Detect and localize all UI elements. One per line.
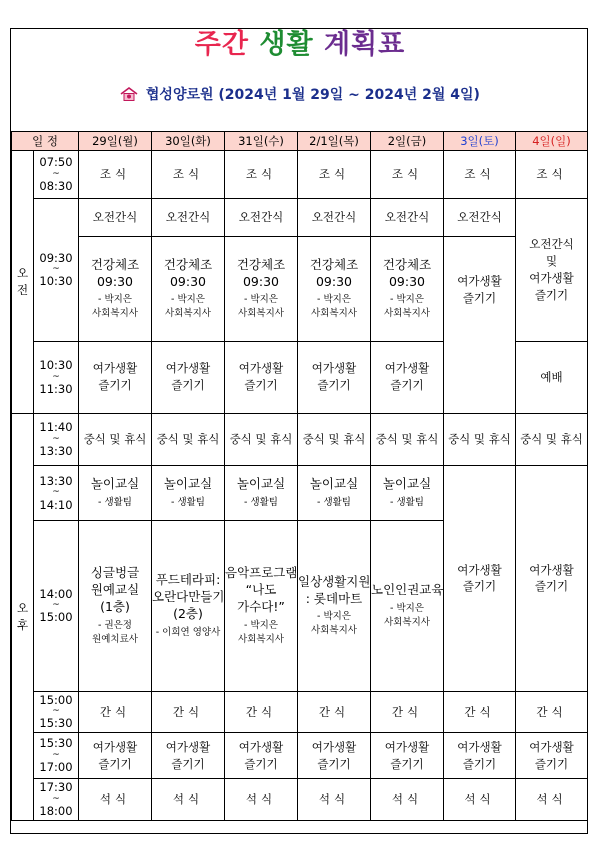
breakfast-cell: 조식 <box>79 151 152 199</box>
play-cell: 놀이교실 - 생활팀 <box>79 465 152 520</box>
breakfast-cell: 조식 <box>444 151 516 199</box>
dinner-cell: 석식 <box>444 779 516 821</box>
leisure-pm-cell: 여가생활 즐기기 <box>225 733 298 779</box>
time-slot: 13:30 ~ 14:10 <box>34 465 79 520</box>
time-slot: 11:40 ~ 13:30 <box>34 413 79 465</box>
house-logo-icon <box>120 87 138 101</box>
row-morning-snack <box>12 199 588 237</box>
page-title <box>0 22 600 61</box>
breakfast-cell: 조식 <box>516 151 588 199</box>
time-slot: 10:30 ~ 11:30 <box>34 341 79 413</box>
leisure-cell: 여가생활 즐기기 <box>79 341 152 413</box>
day-sat: 3일(토) <box>444 132 516 151</box>
dinner-cell: 석식 <box>298 779 371 821</box>
snack-pm-cell: 간식 <box>298 691 371 733</box>
leisure-pm-cell: 여가생활 즐기기 <box>79 733 152 779</box>
day-mon: 29일(월) <box>79 132 152 151</box>
lunch-cell: 중식 및 휴식 <box>298 413 371 465</box>
row-breakfast <box>12 151 588 199</box>
snack-am-cell: 오전간식 <box>444 199 516 237</box>
half-am-label: 오 전 <box>12 151 34 414</box>
program-fri-cell: 노인인권교육 - 박지은 사회복지사 <box>371 521 444 691</box>
subtitle <box>0 84 600 104</box>
dinner-cell: 석식 <box>79 779 152 821</box>
program-mon-cell: 싱글벙글 원예교실 (1층) - 권은정 원예치료사 <box>79 521 152 691</box>
program-thu-cell: 일상생활지원 : 롯데마트 - 박지은 사회복지사 <box>298 521 371 691</box>
day-fri: 2일(금) <box>371 132 444 151</box>
snack-am-cell: 오전간식 <box>371 199 444 237</box>
sat-afternoon-leisure-cell: 여가생활 즐기기 <box>444 465 516 691</box>
org-name: 협성양로원 <box>145 87 214 103</box>
snack-am-cell: 오전간식 <box>225 199 298 237</box>
title-word-plan: 계획표 <box>323 29 406 60</box>
snack-pm-cell: 간식 <box>152 691 225 733</box>
leisure-pm-cell: 여가생활 즐기기 <box>152 733 225 779</box>
snack-pm-cell: 간식 <box>371 691 444 733</box>
lunch-cell: 중식 및 휴식 <box>371 413 444 465</box>
day-wed: 31일(수) <box>225 132 298 151</box>
dinner-cell: 석식 <box>225 779 298 821</box>
play-cell: 놀이교실 - 생활팀 <box>225 465 298 520</box>
breakfast-cell: 조식 <box>152 151 225 199</box>
header-row <box>12 132 588 151</box>
time-slot: 15:30 ~ 17:00 <box>34 733 79 779</box>
program-tue-cell: 푸드테라피: 오란다만들기 (2층) - 이희연 영양사 <box>152 521 225 691</box>
leisure-pm-cell: 여가생활 즐기기 <box>371 733 444 779</box>
date-range: (2024년 1월 29일 ~ 2024년 2월 4일) <box>218 87 480 103</box>
leisure-pm-cell: 여가생활 즐기기 <box>298 733 371 779</box>
exercise-cell: 건강체조 09:30 - 박지은 사회복지사 <box>225 237 298 341</box>
row-leisure-pm <box>12 733 588 779</box>
lunch-cell: 중식 및 휴식 <box>225 413 298 465</box>
row-lunch <box>12 413 588 465</box>
dinner-cell: 석식 <box>152 779 225 821</box>
worship-cell: 예배 <box>516 341 588 413</box>
row-play <box>12 465 588 520</box>
breakfast-cell: 조식 <box>298 151 371 199</box>
breakfast-cell: 조식 <box>225 151 298 199</box>
time-slot: 09:30 ~ 10:30 <box>34 199 79 341</box>
leisure-cell: 여가생활 즐기기 <box>371 341 444 413</box>
day-thu: 2/1일(목) <box>298 132 371 151</box>
exercise-cell: 건강체조 09:30 - 박지은 사회복지사 <box>152 237 225 341</box>
dinner-cell: 석식 <box>371 779 444 821</box>
sun-afternoon-leisure-cell: 여가생활 즐기기 <box>516 465 588 691</box>
schedule-table <box>11 131 588 821</box>
time-slot: 17:30 ~ 18:00 <box>34 779 79 821</box>
day-tue: 30일(화) <box>152 132 225 151</box>
exercise-cell: 건강체조 09:30 - 박지은 사회복지사 <box>79 237 152 341</box>
row-dinner <box>12 779 588 821</box>
time-slot: 14:00 ~ 15:00 <box>34 521 79 691</box>
time-slot: 07:50 ~ 08:30 <box>34 151 79 199</box>
dinner-cell: 석식 <box>516 779 588 821</box>
breakfast-cell: 조식 <box>371 151 444 199</box>
row-exercise <box>12 237 588 341</box>
sat-leisure-cell: 여가생활 즐기기 <box>444 237 516 414</box>
title-word-life: 생활 <box>259 29 314 60</box>
play-cell: 놀이교실 - 생활팀 <box>371 465 444 520</box>
half-pm-label: 오 후 <box>12 413 34 820</box>
snack-pm-cell: 간식 <box>225 691 298 733</box>
sun-morning-cell: 오전간식 및 여가생활 즐기기 <box>516 199 588 341</box>
title-word-weekly: 주간 <box>194 29 249 60</box>
day-sun: 4일(일) <box>516 132 588 151</box>
snack-am-cell: 오전간식 <box>298 199 371 237</box>
leisure-cell: 여가생활 즐기기 <box>152 341 225 413</box>
snack-am-cell: 오전간식 <box>152 199 225 237</box>
snack-pm-cell: 간식 <box>444 691 516 733</box>
time-slot: 15:00 ~ 15:30 <box>34 691 79 733</box>
program-wed-cell: 음악프로그램 “나도 가수다!” - 박지은 사회복지사 <box>225 521 298 691</box>
leisure-cell: 여가생활 즐기기 <box>298 341 371 413</box>
exercise-cell: 건강체조 09:30 - 박지은 사회복지사 <box>371 237 444 341</box>
lunch-cell: 중식 및 휴식 <box>152 413 225 465</box>
snack-pm-cell: 간식 <box>516 691 588 733</box>
leisure-cell: 여가생활 즐기기 <box>225 341 298 413</box>
leisure-pm-cell: 여가생활 즐기기 <box>516 733 588 779</box>
header-corner: 일 정 <box>12 132 79 151</box>
lunch-cell: 중식 및 휴식 <box>444 413 516 465</box>
lunch-cell: 중식 및 휴식 <box>516 413 588 465</box>
play-cell: 놀이교실 - 생활팀 <box>152 465 225 520</box>
snack-am-cell: 오전간식 <box>79 199 152 237</box>
lunch-cell: 중식 및 휴식 <box>79 413 152 465</box>
exercise-cell: 건강체조 09:30 - 박지은 사회복지사 <box>298 237 371 341</box>
row-afternoon-snack <box>12 691 588 733</box>
play-cell: 놀이교실 - 생활팀 <box>298 465 371 520</box>
snack-pm-cell: 간식 <box>79 691 152 733</box>
leisure-pm-cell: 여가생활 즐기기 <box>444 733 516 779</box>
